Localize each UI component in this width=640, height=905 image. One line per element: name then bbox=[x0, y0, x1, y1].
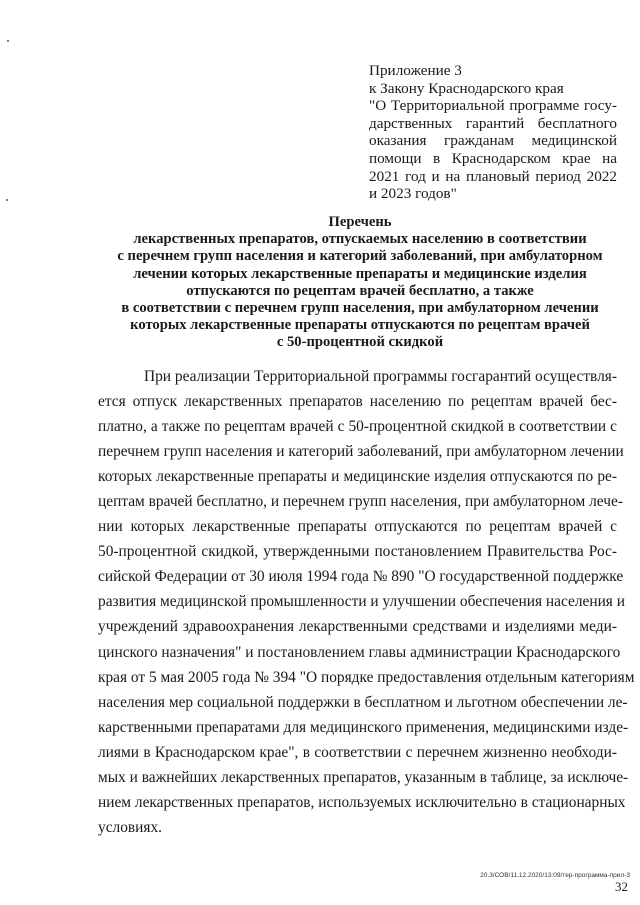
body-line: нии которых лекарственные препараты отпускаются по рецептам врачей с bbox=[98, 518, 617, 536]
body-line: цинского назначения" и постановлением главы администрации Краснодарского bbox=[98, 643, 621, 661]
body-line: 50-процентной скидкой, утвержденными постановлением Правительства Рос- bbox=[98, 543, 617, 561]
body-line: сийской Федерации от 30 июля 1994 года № 890 "О государственной поддержке bbox=[98, 568, 624, 586]
scan-speck bbox=[7, 40, 9, 42]
document-code: 20.3/СОВ/11.12.2020/13:09/тер-программа-прил-3 bbox=[480, 872, 630, 879]
appendix-line: дарственных гарантий бесплатного bbox=[369, 114, 617, 132]
body-line: лиями в Краснодарском крае", в соответствии с перечнем жизненно необходи- bbox=[98, 743, 617, 761]
title-line: лечении которых лекарственные препараты и медицинские изделия bbox=[133, 265, 587, 282]
body-line: края от 5 мая 2005 года № 394 "О порядке предоставления отдельным категориям bbox=[98, 668, 635, 686]
appendix-line: Приложение 3 bbox=[369, 62, 462, 79]
appendix-line: 2021 год и на плановый период 2022 bbox=[369, 167, 617, 185]
body-line: перечнем групп населения и категорий заболеваний, при амбулаторном лечении bbox=[98, 443, 624, 461]
title-line: Перечень bbox=[328, 214, 392, 230]
body-line: развития медицинской промышленности и улучшении обеспечения населения и bbox=[98, 593, 625, 611]
title-line: с 50-процентной скидкой bbox=[276, 334, 444, 351]
title-line: в соответствии с перечнем групп населения, при амбулаторном лечении bbox=[121, 300, 599, 317]
title-line: лекарственных препаратов, отпускаемых населению в соответствии bbox=[133, 231, 587, 248]
document-title bbox=[60, 214, 640, 352]
appendix-line: "О Территориальной программе госу- bbox=[369, 97, 617, 115]
body-line: ется отпуск лекарственных препаратов населению по рецептам врачей бес- bbox=[98, 393, 617, 411]
appendix-line: оказания гражданам медицинской bbox=[369, 132, 617, 150]
body-line: карственными препаратами для медицинского применения, медицинскими изде- bbox=[98, 718, 629, 736]
title-line: которых лекарственные препараты отпускаются по рецептам врачей bbox=[130, 317, 590, 334]
appendix-line: к Закону Краснодарского края bbox=[369, 79, 564, 97]
body-line: нием лекарственных препаратов, используемых исключительно в стационарных bbox=[98, 793, 626, 811]
body-line: цептам врачей бесплатно, и перечнем групп населения, при амбулаторном лече- bbox=[98, 493, 623, 511]
body-line: условиях. bbox=[98, 818, 163, 836]
appendix-line: и 2023 годов" bbox=[369, 185, 457, 203]
body-line: которых лекарственные препараты и медицинские изделия отпускаются по ре- bbox=[98, 468, 617, 486]
title-line: с перечнем групп населения и категорий заболеваний, при амбулаторном bbox=[117, 248, 603, 265]
body-paragraph bbox=[98, 364, 635, 840]
scan-speck bbox=[6, 199, 8, 201]
appendix-header bbox=[369, 62, 617, 203]
body-line: населения мер социальной поддержки в бесплатном и льготном обеспечении ле- bbox=[98, 693, 628, 711]
page-number: 32 bbox=[615, 879, 628, 894]
body-line: мых и важнейших лекарственных препаратов, указанным в таблице, за исключе- bbox=[98, 768, 629, 786]
body-line: учреждений здравоохранения лекарственными средствами и изделиями меди- bbox=[98, 618, 617, 636]
title-line: отпускаются по рецептам врачей бесплатно, а также bbox=[186, 282, 534, 299]
body-line: При реализации Территориальной программы госгарантий осуществля- bbox=[144, 368, 617, 385]
body-line: платно, а также по рецептам врачей с 50-процентной скидкой в соответствии с bbox=[98, 418, 617, 436]
appendix-line: помощи в Краснодарском крае на bbox=[369, 149, 617, 167]
